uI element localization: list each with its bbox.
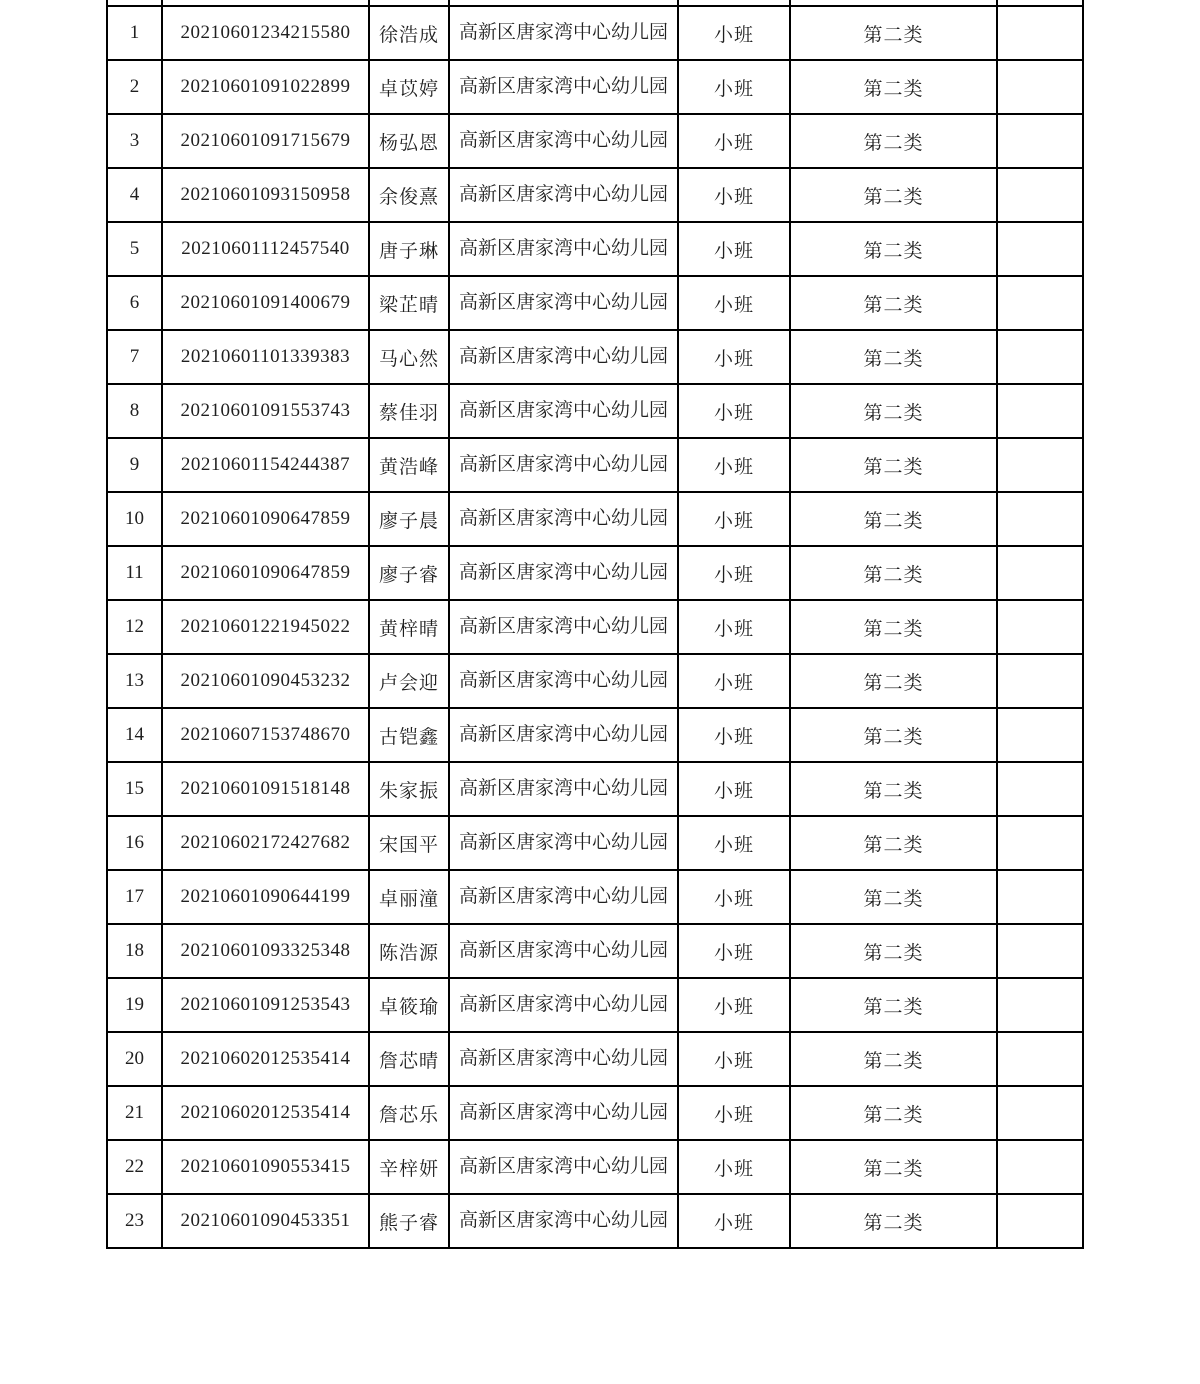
kindergarten-cell: 高新区唐家湾中心幼儿园: [449, 816, 678, 870]
class-level-cell: 小班: [678, 600, 790, 654]
table-row: [107, 438, 1083, 492]
class-level-cell: 小班: [678, 60, 790, 114]
class-level-cell: 小班: [678, 276, 790, 330]
remark-cell: [997, 1194, 1083, 1248]
remark-cell: [997, 168, 1083, 222]
remark-cell: [997, 816, 1083, 870]
category-cell: 第二类: [790, 654, 997, 708]
row-index-cell: 15: [107, 762, 162, 816]
registration-number-cell: 20210601101339383: [162, 330, 369, 384]
row-index-cell: 1: [107, 6, 162, 60]
category-cell: 第二类: [790, 168, 997, 222]
registration-number-cell: 20210601090644199: [162, 870, 369, 924]
registration-number-cell: 20210601234215580: [162, 6, 369, 60]
row-index-cell: 5: [107, 222, 162, 276]
student-name-cell: 廖子晨: [369, 492, 449, 546]
class-level-cell: 小班: [678, 1140, 790, 1194]
registration-number-cell: 20210601091715679: [162, 114, 369, 168]
student-name-cell: 徐浩成: [369, 6, 449, 60]
kindergarten-cell: 高新区唐家湾中心幼儿园: [449, 546, 678, 600]
student-name-cell: 辛梓妍: [369, 1140, 449, 1194]
row-index-cell: 21: [107, 1086, 162, 1140]
student-name-cell: 熊子睿: [369, 1194, 449, 1248]
student-name-cell: 廖子睿: [369, 546, 449, 600]
table-row: [107, 330, 1083, 384]
registration-number-cell: 20210602012535414: [162, 1086, 369, 1140]
row-index-cell: 9: [107, 438, 162, 492]
remark-cell: [997, 762, 1083, 816]
student-name-cell: 朱家振: [369, 762, 449, 816]
student-name-cell: 黄梓晴: [369, 600, 449, 654]
kindergarten-cell: 高新区唐家湾中心幼儿园: [449, 60, 678, 114]
class-level-cell: 小班: [678, 6, 790, 60]
student-name-cell: 卓丽潼: [369, 870, 449, 924]
row-index-cell: 6: [107, 276, 162, 330]
remark-cell: [997, 60, 1083, 114]
kindergarten-cell: 高新区唐家湾中心幼儿园: [449, 114, 678, 168]
category-cell: 第二类: [790, 1086, 997, 1140]
row-index-cell: 14: [107, 708, 162, 762]
row-index-cell: 20: [107, 1032, 162, 1086]
student-name-cell: 黄浩峰: [369, 438, 449, 492]
table-row: [107, 222, 1083, 276]
table-row: [107, 978, 1083, 1032]
registration-number-cell: 20210601093150958: [162, 168, 369, 222]
table-row: [107, 924, 1083, 978]
class-level-cell: 小班: [678, 168, 790, 222]
remark-cell: [997, 1032, 1083, 1086]
kindergarten-cell: 高新区唐家湾中心幼儿园: [449, 654, 678, 708]
kindergarten-cell: 高新区唐家湾中心幼儿园: [449, 330, 678, 384]
table-row: [107, 6, 1083, 60]
student-name-cell: 卢会迎: [369, 654, 449, 708]
registration-number-cell: 20210601091518148: [162, 762, 369, 816]
table-row: [107, 1140, 1083, 1194]
class-level-cell: 小班: [678, 762, 790, 816]
row-index-cell: 11: [107, 546, 162, 600]
kindergarten-cell: 高新区唐家湾中心幼儿园: [449, 1086, 678, 1140]
remark-cell: [997, 492, 1083, 546]
category-cell: 第二类: [790, 1140, 997, 1194]
class-level-cell: 小班: [678, 492, 790, 546]
table-row: [107, 384, 1083, 438]
kindergarten-cell: 高新区唐家湾中心幼儿园: [449, 870, 678, 924]
kindergarten-cell: 高新区唐家湾中心幼儿园: [449, 1032, 678, 1086]
remark-cell: [997, 222, 1083, 276]
student-name-cell: 杨弘恩: [369, 114, 449, 168]
remark-cell: [997, 600, 1083, 654]
category-cell: 第二类: [790, 276, 997, 330]
registration-number-cell: 20210601091253543: [162, 978, 369, 1032]
table-row: [107, 762, 1083, 816]
table-row: [107, 654, 1083, 708]
table-row: [107, 600, 1083, 654]
student-name-cell: 古铠鑫: [369, 708, 449, 762]
category-cell: 第二类: [790, 1032, 997, 1086]
class-level-cell: 小班: [678, 546, 790, 600]
student-name-cell: 梁芷晴: [369, 276, 449, 330]
remark-cell: [997, 708, 1083, 762]
row-index-cell: 17: [107, 870, 162, 924]
kindergarten-cell: 高新区唐家湾中心幼儿园: [449, 708, 678, 762]
kindergarten-cell: 高新区唐家湾中心幼儿园: [449, 168, 678, 222]
student-name-cell: 卓筱瑜: [369, 978, 449, 1032]
category-cell: 第二类: [790, 492, 997, 546]
remark-cell: [997, 978, 1083, 1032]
table-row: [107, 870, 1083, 924]
class-level-cell: 小班: [678, 816, 790, 870]
table-row: [107, 546, 1083, 600]
category-cell: 第二类: [790, 708, 997, 762]
class-level-cell: 小班: [678, 438, 790, 492]
remark-cell: [997, 114, 1083, 168]
admission-table: [106, 0, 1084, 1249]
table-row: [107, 1086, 1083, 1140]
row-index-cell: 10: [107, 492, 162, 546]
registration-number-cell: 20210601221945022: [162, 600, 369, 654]
table-row: [107, 276, 1083, 330]
remark-cell: [997, 924, 1083, 978]
row-index-cell: 19: [107, 978, 162, 1032]
registration-number-cell: 20210601091022899: [162, 60, 369, 114]
kindergarten-cell: 高新区唐家湾中心幼儿园: [449, 438, 678, 492]
class-level-cell: 小班: [678, 1194, 790, 1248]
student-name-cell: 余俊熹: [369, 168, 449, 222]
kindergarten-cell: 高新区唐家湾中心幼儿园: [449, 492, 678, 546]
registration-number-cell: 20210607153748670: [162, 708, 369, 762]
category-cell: 第二类: [790, 978, 997, 1032]
kindergarten-cell: 高新区唐家湾中心幼儿园: [449, 1194, 678, 1248]
category-cell: 第二类: [790, 870, 997, 924]
registration-number-cell: 20210601091400679: [162, 276, 369, 330]
category-cell: 第二类: [790, 6, 997, 60]
category-cell: 第二类: [790, 438, 997, 492]
registration-number-cell: 20210601112457540: [162, 222, 369, 276]
kindergarten-cell: 高新区唐家湾中心幼儿园: [449, 222, 678, 276]
row-index-cell: 18: [107, 924, 162, 978]
student-name-cell: 陈浩源: [369, 924, 449, 978]
registration-number-cell: 20210601090647859: [162, 492, 369, 546]
table-row: [107, 708, 1083, 762]
registration-number-cell: 20210601091553743: [162, 384, 369, 438]
remark-cell: [997, 1140, 1083, 1194]
row-index-cell: 8: [107, 384, 162, 438]
class-level-cell: 小班: [678, 114, 790, 168]
remark-cell: [997, 654, 1083, 708]
registration-number-cell: 20210601154244387: [162, 438, 369, 492]
kindergarten-cell: 高新区唐家湾中心幼儿园: [449, 978, 678, 1032]
student-name-cell: 詹芯乐: [369, 1086, 449, 1140]
category-cell: 第二类: [790, 546, 997, 600]
student-name-cell: 卓苡婷: [369, 60, 449, 114]
student-name-cell: 马心然: [369, 330, 449, 384]
kindergarten-cell: 高新区唐家湾中心幼儿园: [449, 276, 678, 330]
class-level-cell: 小班: [678, 978, 790, 1032]
class-level-cell: 小班: [678, 384, 790, 438]
table-row: [107, 114, 1083, 168]
row-index-cell: 3: [107, 114, 162, 168]
category-cell: 第二类: [790, 816, 997, 870]
kindergarten-cell: 高新区唐家湾中心幼儿园: [449, 1140, 678, 1194]
kindergarten-cell: 高新区唐家湾中心幼儿园: [449, 762, 678, 816]
row-index-cell: 13: [107, 654, 162, 708]
kindergarten-cell: 高新区唐家湾中心幼儿园: [449, 600, 678, 654]
kindergarten-cell: 高新区唐家湾中心幼儿园: [449, 384, 678, 438]
class-level-cell: 小班: [678, 654, 790, 708]
student-name-cell: 蔡佳羽: [369, 384, 449, 438]
row-index-cell: 16: [107, 816, 162, 870]
table-row: [107, 1194, 1083, 1248]
table-row: [107, 168, 1083, 222]
remark-cell: [997, 870, 1083, 924]
class-level-cell: 小班: [678, 1032, 790, 1086]
category-cell: 第二类: [790, 330, 997, 384]
remark-cell: [997, 1086, 1083, 1140]
student-name-cell: 宋国平: [369, 816, 449, 870]
remark-cell: [997, 384, 1083, 438]
class-level-cell: 小班: [678, 870, 790, 924]
row-index-cell: 12: [107, 600, 162, 654]
registration-number-cell: 20210601090453232: [162, 654, 369, 708]
category-cell: 第二类: [790, 222, 997, 276]
row-index-cell: 23: [107, 1194, 162, 1248]
remark-cell: [997, 438, 1083, 492]
registration-number-cell: 20210601093325348: [162, 924, 369, 978]
remark-cell: [997, 330, 1083, 384]
category-cell: 第二类: [790, 1194, 997, 1248]
class-level-cell: 小班: [678, 1086, 790, 1140]
student-name-cell: 唐子琳: [369, 222, 449, 276]
class-level-cell: 小班: [678, 222, 790, 276]
registration-number-cell: 20210601090453351: [162, 1194, 369, 1248]
registration-number-cell: 20210601090647859: [162, 546, 369, 600]
student-name-cell: 詹芯晴: [369, 1032, 449, 1086]
row-index-cell: 22: [107, 1140, 162, 1194]
table-row: [107, 492, 1083, 546]
category-cell: 第二类: [790, 60, 997, 114]
table-row: [107, 1032, 1083, 1086]
table-row: [107, 816, 1083, 870]
class-level-cell: 小班: [678, 330, 790, 384]
kindergarten-cell: 高新区唐家湾中心幼儿园: [449, 6, 678, 60]
table-body: [107, 0, 1083, 1248]
row-index-cell: 4: [107, 168, 162, 222]
row-index-cell: 2: [107, 60, 162, 114]
class-level-cell: 小班: [678, 924, 790, 978]
table-row: [107, 60, 1083, 114]
class-level-cell: 小班: [678, 708, 790, 762]
kindergarten-cell: 高新区唐家湾中心幼儿园: [449, 924, 678, 978]
row-index-cell: 7: [107, 330, 162, 384]
registration-number-cell: 20210602012535414: [162, 1032, 369, 1086]
remark-cell: [997, 276, 1083, 330]
registration-number-cell: 20210601090553415: [162, 1140, 369, 1194]
category-cell: 第二类: [790, 384, 997, 438]
remark-cell: [997, 6, 1083, 60]
category-cell: 第二类: [790, 114, 997, 168]
category-cell: 第二类: [790, 600, 997, 654]
category-cell: 第二类: [790, 924, 997, 978]
remark-cell: [997, 546, 1083, 600]
registration-number-cell: 20210602172427682: [162, 816, 369, 870]
category-cell: 第二类: [790, 762, 997, 816]
